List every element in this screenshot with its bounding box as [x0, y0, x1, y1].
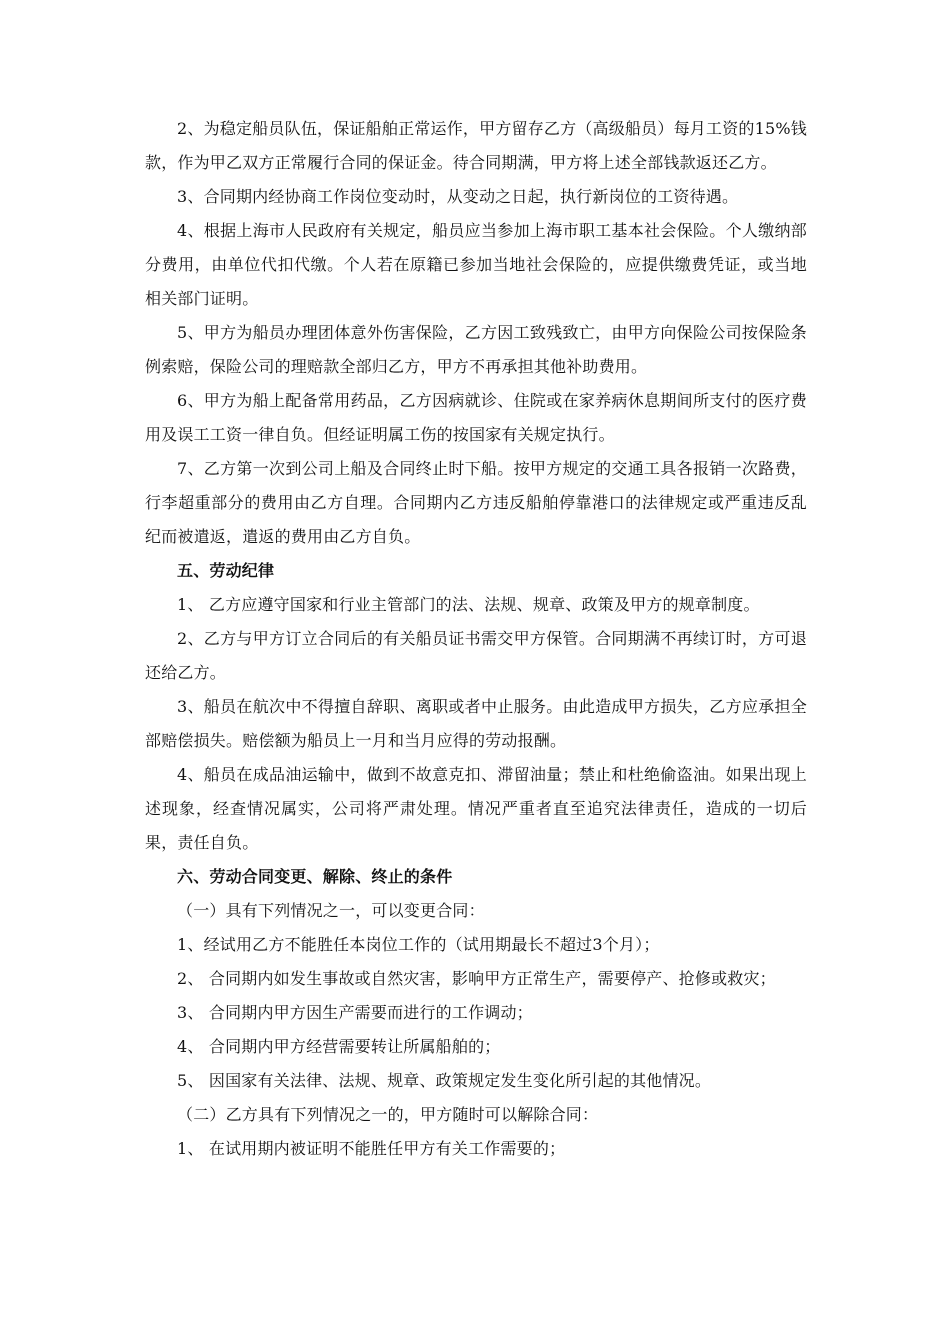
list-item-change-5: 5、 因国家有关法律、法规、规章、政策规定发生变化所引起的其他情况。	[177, 1071, 712, 1090]
paragraph-accident-insurance: 5、甲方为船员办理团体意外伤害保险，乙方因工致残致亡，由甲方向保险公司按保险条例索赔，保险公司的理赔款全部归乙方，甲方不再承担其他补助费用。	[145, 323, 807, 376]
paragraph-wage-deposit: 2、为稳定船员队伍，保证船舶正常运作，甲方留存乙方（高级船员）每月工资的15%钱款，作为甲乙双方正常履行合同的保证金。待合同期满，甲方将上述全部钱款返还乙方。	[145, 119, 807, 172]
paragraph-travel-expenses: 7、乙方第一次到公司上船及合同终止时下船。按甲方规定的交通工具各报销一次路费，行李超重部分的费用由乙方自理。合同期内乙方违反船舶停靠港口的法律规定或严重违反乱纪而被遣返，遣返的费用由乙方自负。	[145, 459, 807, 546]
paragraph-discipline-2: 2、乙方与甲方订立合同后的有关船员证书需交甲方保管。合同期满不再续订时，方可退还给乙方。	[145, 629, 807, 682]
paragraph-social-insurance: 4、根据上海市人民政府有关规定，船员应当参加上海市职工基本社会保险。个人缴纳部分费用，由单位代扣代缴。个人若在原籍已参加当地社会保险的，应提供缴费凭证，或当地相关部门证明。	[145, 221, 807, 308]
list-item-change-1: 1、经试用乙方不能胜任本岗位工作的（试用期最长不超过3个月）；	[177, 935, 660, 954]
section-heading-labor-discipline: 五、劳动纪律	[177, 561, 275, 580]
document-body	[145, 112, 807, 1166]
subsection-heading-termination: （二）乙方具有下列情况之一的，甲方随时可以解除合同：	[177, 1105, 599, 1124]
subsection-heading-change: （一）具有下列情况之一，可以变更合同：	[177, 901, 485, 920]
paragraph-position-change: 3、合同期内经协商工作岗位变动时，从变动之日起，执行新岗位的工资待遇。	[177, 187, 739, 206]
paragraph-medical-expenses: 6、甲方为船上配备常用药品，乙方因病就诊、住院或在家养病休息期间所支付的医疗费用及误工工资一律自负。但经证明属工伤的按国家有关规定执行。	[145, 391, 807, 444]
section-heading-contract-change: 六、劳动合同变更、解除、终止的条件	[177, 867, 453, 886]
paragraph-discipline-3: 3、船员在航次中不得擅自辞职、离职或者中止服务。由此造成甲方损失，乙方应承担全部赔偿损失。赔偿额为船员上一月和当月应得的劳动报酬。	[145, 697, 807, 750]
paragraph-discipline-1: 1、 乙方应遵守国家和行业主管部门的法、法规、规章、政策及甲方的规章制度。	[177, 595, 760, 614]
list-item-termination-1: 1、 在试用期内被证明不能胜任甲方有关工作需要的；	[177, 1139, 566, 1158]
list-item-change-2: 2、 合同期内如发生事故或自然灾害，影响甲方正常生产，需要停产、抢修或救灾；	[177, 969, 776, 988]
list-item-change-3: 3、 合同期内甲方因生产需要而进行的工作调动；	[177, 1003, 533, 1022]
list-item-change-4: 4、 合同期内甲方经营需要转让所属船舶的；	[177, 1037, 501, 1056]
paragraph-discipline-4: 4、船员在成品油运输中，做到不故意克扣、滞留油量；禁止和杜绝偷盗油。如果出现上述现象，经查情况属实，公司将严肃处理。情况严重者直至追究法律责任，造成的一切后果，责任自负。	[145, 765, 807, 852]
